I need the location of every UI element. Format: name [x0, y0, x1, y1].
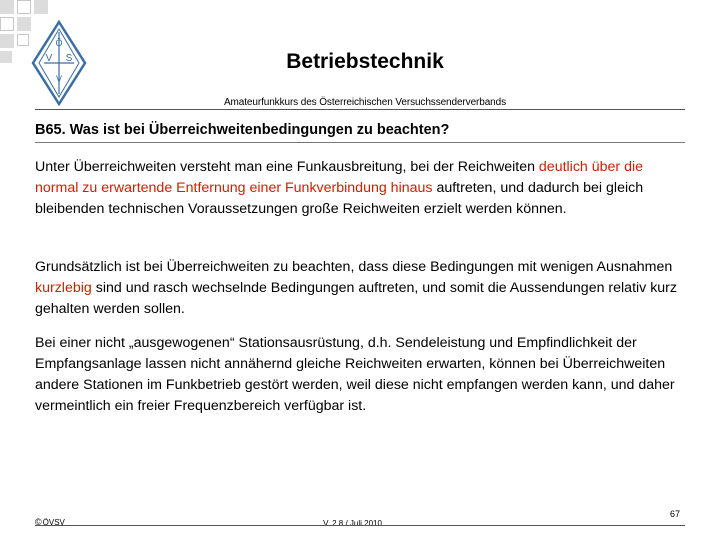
- copyright-text: ÖVSV: [42, 517, 65, 527]
- paragraph-2-text-c: sind und rasch wechselnde Bedingungen auftreten, und somit die Aussendungen relativ kurz gehalten werden sollen.: [35, 280, 678, 317]
- decorative-square: [17, 17, 31, 31]
- paragraph-2-highlight: kurzlebig: [35, 280, 92, 296]
- logo-letter-right: S: [65, 53, 73, 64]
- oevsv-logo-icon: [30, 20, 88, 106]
- decorative-square: [17, 0, 31, 14]
- decorative-square: [0, 0, 14, 14]
- paragraph-2-text-a: Grundsätzlich ist bei Überreichweiten zu beachten, dass diese Bedingungen mit wenigen Ausnahmen: [35, 259, 673, 275]
- page-title: Betriebstechnik: [286, 50, 444, 73]
- logo-letter-top: Ö: [55, 38, 63, 48]
- copyright-icon: ©: [35, 517, 42, 527]
- decorative-square: [0, 17, 14, 31]
- header-divider: [35, 109, 685, 110]
- logo-letter-left: V: [45, 53, 53, 64]
- decorative-square: [17, 34, 29, 46]
- question-heading: B65. Was ist bei Überreichweitenbedingungen zu beachten?: [35, 122, 450, 138]
- decorative-square: [0, 51, 12, 63]
- paragraph-1: [35, 157, 685, 220]
- paragraph-1-text-c: auftreten, und dadurch bei gleich bleibenden technischen Voraussetzungen große Reichweiten erzielt werden können.: [35, 180, 644, 217]
- paragraph-2: [35, 257, 685, 320]
- logo-letter-bottom: V: [55, 74, 63, 84]
- page-number: 67: [669, 509, 680, 519]
- footer-version: V. 2.8 / Juli 2010: [323, 519, 382, 528]
- question-divider: [35, 142, 685, 143]
- decorative-square: [34, 0, 48, 14]
- page-subtitle: Amateurfunkkurs des Österreichischen Versuchssenderverbands: [223, 97, 507, 108]
- paragraph-1-highlight: deutlich über die normal zu erwartende Entfernung einer Funkverbindung hinaus: [35, 159, 644, 196]
- decorative-square: [0, 34, 14, 48]
- footer-divider: [35, 525, 685, 526]
- paragraph-3: Bei einer nicht „ausgewogenen“ Stationsausrüstung, d.h. Sendeleistung und Empfindlichkeit der Empfangsanlage lassen nicht annähernd gleiche Reichweiten erwarten, können bei Überreichweiten andere Stationen im Funkbetrieb gestört werden, weil diese nicht empfangen werden kann, und daher vermeintlich ein freier Frequenzbereich verfügbar ist.: [35, 335, 675, 414]
- paragraph-1-text-a: Unter Überreichweiten versteht man eine Funkausbreitung, bei der Reichweiten: [35, 159, 539, 175]
